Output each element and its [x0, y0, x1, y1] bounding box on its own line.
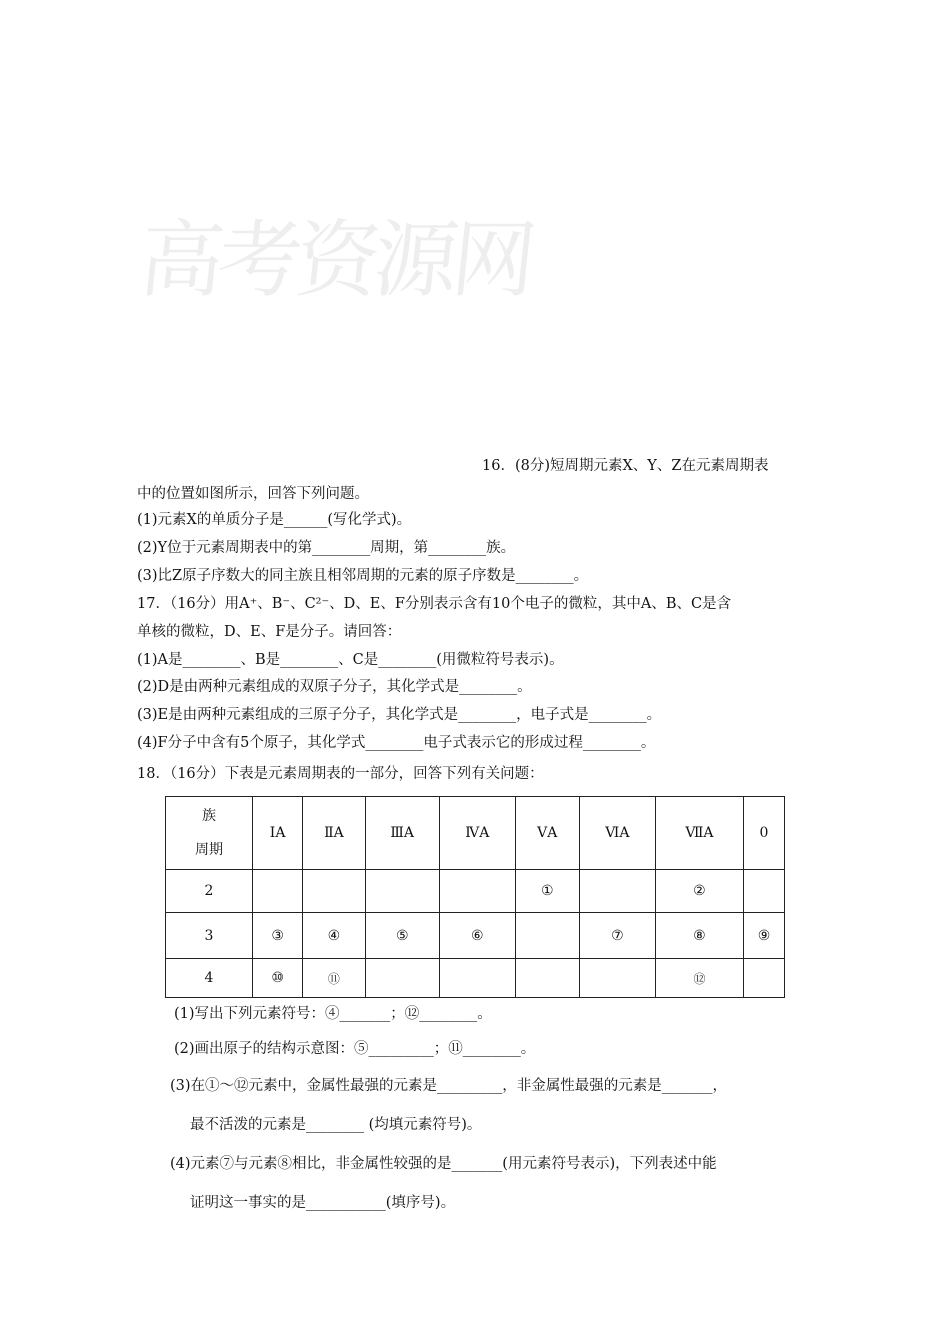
table-cell: ② — [655, 870, 743, 913]
q17-part1: (1)A是________、B是________、C是________(用微粒符号表示)。 — [137, 652, 564, 668]
q17-part4: (4)F分子中含有5个原子，其化学式________电子式表示它的形成过程________。 — [137, 735, 656, 751]
table-cell — [253, 870, 303, 913]
table-cell: ③ — [253, 913, 303, 959]
group-header: ⅦA — [655, 797, 743, 870]
corner-period-label: 周期 — [195, 842, 223, 858]
table-cell — [579, 870, 655, 913]
q18-part4-line2: 证明这一事实的是___________(填序号)。 — [190, 1195, 456, 1211]
watermark: 高考资源网 — [134, 211, 536, 309]
table-cell: ⑥ — [439, 913, 515, 959]
table-cell — [744, 870, 785, 913]
q17-line1: 17．（16分）用A⁺、B⁻、C²⁻、D、E、F分别表示含有10个电子的微粒，其中A、B、C是含 — [137, 596, 732, 612]
table-row-period-4 — [166, 959, 785, 998]
corner-group-label: 族 — [202, 808, 216, 824]
group-header: ⅣA — [439, 797, 515, 870]
q18-part2: (2)画出原子的结构示意图：⑤_________；⑪________。 — [174, 1041, 536, 1057]
table-cell — [515, 913, 579, 959]
period-label: 2 — [166, 870, 253, 913]
group-header: ⅢA — [365, 797, 439, 870]
group-header: ⅥA — [579, 797, 655, 870]
q16-line2: 中的位置如图所示，回答下列问题。 — [137, 486, 369, 502]
table-cell: ⑪ — [303, 959, 365, 998]
table-cell — [744, 959, 785, 998]
q16-line1: 16．(8分)短周期元素X、Y、Z在元素周期表 — [482, 458, 769, 474]
table-cell: ① — [515, 870, 579, 913]
q18-part1: (1)写出下列元素符号：④_______；⑫________。 — [174, 1006, 492, 1022]
q18-part3-line1: (3)在①～⑫元素中，金属性最强的元素是_________，非金属性最强的元素是_______， — [170, 1078, 728, 1094]
table-cell: ⑩ — [253, 959, 303, 998]
q16-part1: (1)元素X的单质分子是______(写化学式)。 — [137, 512, 412, 528]
table-cell — [303, 870, 365, 913]
table-cell: ⑤ — [365, 913, 439, 959]
table-cell: ⑧ — [655, 913, 743, 959]
table-cell — [365, 870, 439, 913]
table-cell — [365, 959, 439, 998]
table-corner-cell — [166, 797, 253, 870]
q18-line1: 18．（16分）下表是元素周期表的一部分，回答下列有关问题： — [137, 766, 544, 782]
group-header: ⅡA — [303, 797, 365, 870]
table-cell: ⑦ — [579, 913, 655, 959]
q17-part2: (2)D是由两种元素组成的双原子分子，其化学式是________。 — [137, 679, 532, 695]
table-cell: ⑫ — [655, 959, 743, 998]
table-row-period-2 — [166, 870, 785, 913]
table-cell — [579, 959, 655, 998]
table-cell — [439, 870, 515, 913]
q16-part3: (3)比Z原子序数大的同主族且相邻周期的元素的原子序数是________。 — [137, 568, 589, 584]
group-header: ⅠA — [253, 797, 303, 870]
table-header-row — [166, 797, 785, 870]
periodic-table — [165, 796, 785, 998]
group-header: ⅤA — [515, 797, 579, 870]
q17-line2: 单核的微粒，D、E、F是分子。请回答： — [137, 624, 402, 640]
table-cell — [439, 959, 515, 998]
q18-part3-line2: 最不活泼的元素是________ (均填元素符号)。 — [190, 1117, 482, 1133]
q18-part4-line1: (4)元素⑦与元素⑧相比，非金属性较强的是_______(用元素符号表示)，下列表述中能 — [170, 1156, 717, 1172]
period-label: 3 — [166, 913, 253, 959]
table-cell: ⑨ — [744, 913, 785, 959]
table-cell: ④ — [303, 913, 365, 959]
table-row-period-3 — [166, 913, 785, 959]
q17-part3: (3)E是由两种元素组成的三原子分子，其化学式是________，电子式是________。 — [137, 707, 662, 723]
group-header: 0 — [744, 797, 785, 870]
period-label: 4 — [166, 959, 253, 998]
table-cell — [515, 959, 579, 998]
q16-part2: (2)Y位于元素周期表中的第________周期，第________族。 — [137, 540, 516, 556]
